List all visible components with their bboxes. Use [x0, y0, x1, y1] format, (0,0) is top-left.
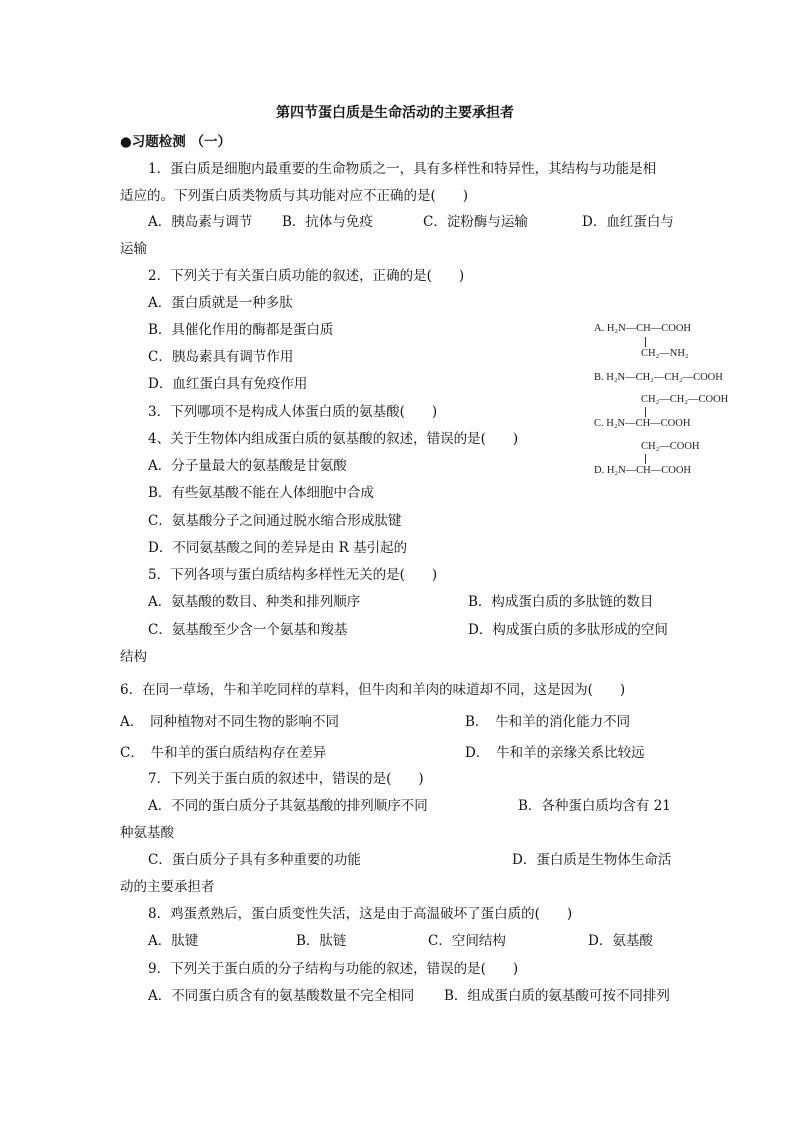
- q7-option-d: D．蛋白质是生物体生命活: [512, 852, 672, 868]
- q2-option-a: A．蛋白质就是一种多肽: [148, 295, 293, 311]
- q7-option-a: A．不同的蛋白质分子其氨基酸的排列顺序不同: [148, 798, 428, 814]
- structure-b-main: B. H₂N—CH₂—CH₂—COOH: [594, 372, 723, 383]
- q8-option-a: A．肽键: [148, 933, 199, 949]
- section-heading: ●习题检测 （一）: [120, 134, 231, 150]
- q7-stem: 7．下列关于蛋白质的叙述中，错误的是( ): [148, 771, 424, 787]
- q7-option-d-cont: 动的主要承担者: [120, 879, 215, 895]
- q4-option-b: B．有些氨基酸不能在人体细胞中合成: [148, 485, 374, 501]
- q7-option-b-cont: 种氨基酸: [120, 825, 174, 841]
- q2-stem: 2．下列关于有关蛋白质功能的叙述，正确的是( ): [148, 268, 465, 284]
- q1-line2: 适应的。下列蛋白质类物质与其功能对应不正确的是( ): [120, 188, 469, 204]
- q7-option-b: B．各种蛋白质均含有 21: [518, 798, 671, 814]
- q4-stem: 4、关于生物体内组成蛋白质的氨基酸的叙述，错误的是( ): [148, 431, 519, 447]
- q1-option-d: D．血红蛋白与: [582, 214, 674, 230]
- structure-d-side: CH₂—COOH: [641, 441, 700, 452]
- structure-c-main: C. H₂N—CH—COOH: [594, 418, 691, 429]
- q5-stem: 5．下列各项与蛋白质结构多样性无关的是( ): [148, 567, 438, 583]
- q6-option-a: A． 同种植物对不同生物的影响不同: [120, 714, 339, 730]
- q8-option-d: D．氨基酸: [588, 933, 653, 949]
- q6-option-b: B． 牛和羊的消化能力不同: [465, 714, 631, 730]
- structure-c-side: CH₂—CH₂—COOH: [641, 394, 729, 405]
- structure-c-bond: [645, 407, 646, 417]
- q9-option-a: A．不同蛋白质含有的氨基酸数量不完全相同: [148, 988, 415, 1004]
- q1-option-b: B．抗体与免疫: [282, 214, 373, 230]
- q8-stem: 8．鸡蛋煮熟后，蛋白质变性失活，这是由于高温破坏了蛋白质的( ): [148, 906, 573, 922]
- structure-a-bond: [645, 337, 646, 347]
- q1-option-a: A．胰岛素与调节: [148, 214, 253, 230]
- q2-option-d: D．血红蛋白具有免疫作用: [148, 376, 308, 392]
- q1-option-d-cont: 运输: [120, 241, 147, 257]
- q2-option-c: C．胰岛素具有调节作用: [148, 349, 294, 365]
- structure-a-main: A. H₂N—CH—COOH: [594, 323, 691, 334]
- q6-option-c: C． 牛和羊的蛋白质结构存在差异: [120, 745, 327, 761]
- q1-line1: 1．蛋白质是细胞内最重要的生命物质之一，具有多样性和特异性，其结构与功能是相: [148, 161, 657, 177]
- q9-stem: 9．下列关于蛋白质的分子结构与功能的叙述，错误的是( ): [148, 961, 519, 977]
- q5-option-a: A．氨基酸的数目、种类和排列顺序: [148, 594, 361, 610]
- q8-option-b: B．肽链: [296, 933, 347, 949]
- q5-option-c: C．氨基酸至少含一个氨基和羧基: [148, 622, 348, 638]
- q7-option-c: C．蛋白质分子具有多种重要的功能: [148, 852, 361, 868]
- q6-option-d: D． 牛和羊的亲缘关系比较远: [465, 745, 645, 761]
- q2-option-b: B．具催化作用的酶都是蛋白质: [148, 322, 334, 338]
- q4-option-d: D．不同氨基酸之间的差异是由 R 基引起的: [148, 540, 408, 556]
- q6-stem: 6．在同一草场，牛和羊吃同样的草料，但牛肉和羊肉的味道却不同，这是因为( ): [120, 682, 626, 698]
- q5-option-b: B．构成蛋白质的多肽链的数目: [468, 594, 654, 610]
- q3-stem: 3．下列哪项不是构成人体蛋白质的氨基酸( ): [148, 404, 438, 420]
- page-title: 第四节蛋白质是生命活动的主要承担者: [276, 105, 514, 121]
- q4-option-c: C．氨基酸分子之间通过脱水缩合形成肽键: [148, 513, 402, 529]
- q4-option-a: A．分子量最大的氨基酸是甘氨酸: [148, 458, 347, 474]
- q5-option-d-cont: 结构: [120, 649, 147, 665]
- q5-option-d: D．构成蛋白质的多肽形成的空间: [468, 622, 668, 638]
- q9-option-b: B．组成蛋白质的氨基酸可按不同排列: [444, 988, 670, 1004]
- structure-a-side: CH₂—NH₂: [641, 348, 689, 359]
- structure-d-bond: [645, 454, 646, 464]
- structure-d-main: D. H₂N—CH—COOH: [594, 465, 691, 476]
- q1-option-c: C．淀粉酶与运输: [423, 214, 528, 230]
- q8-option-c: C．空间结构: [428, 933, 506, 949]
